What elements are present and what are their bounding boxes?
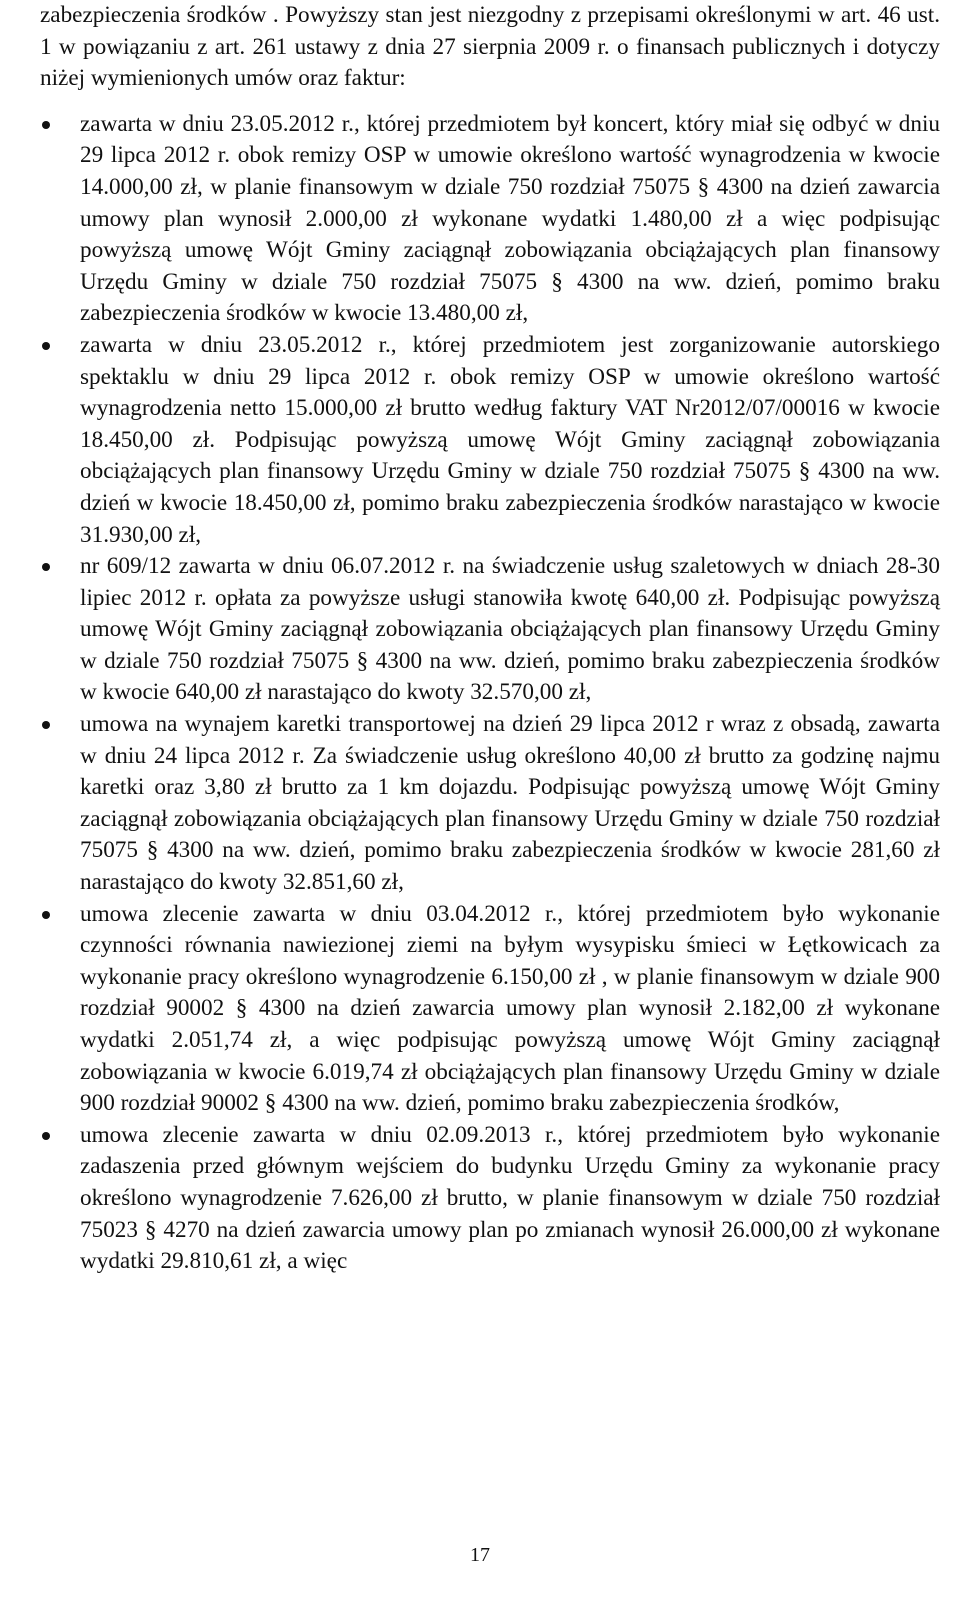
- bullet-icon: [42, 911, 50, 919]
- bullet-icon: [42, 342, 50, 350]
- contract-text: umowa zlecenie zawarta w dniu 02.09.2013 r., której przedmiotem było wykonanie zadaszenia przed głównym wejściem do budynku Urzędu Gminy za wykonanie pracy określono wynagrodzenie 7.626,00 zł brutto, w planie finansowym w dziale 750 rozdział 75023 § 4270 na dzień zawarcia umowy plan po zmianach wynosił 26.000,00 zł wykonane wydatki 29.810,61 zł, a więc: [80, 1121, 940, 1275]
- intro-paragraph: zabezpieczenia środków . Powyższy stan jest niezgodny z przepisami określonymi w art. 46 ust. 1 w powiązaniu z art. 261 ustawy z dnia 27 sierpnia 2009 r. o finansach publicznych i dotyczy niżej wymienionych umów oraz faktur:: [40, 2, 940, 92]
- bullet-icon: [42, 121, 50, 129]
- contract-item: [80, 109, 940, 330]
- contract-item: [80, 330, 940, 551]
- contract-text: zawarta w dniu 23.05.2012 r., której przedmiotem jest zorganizowanie autorskiego spektaklu w dniu 29 lipca 2012 r. obok remizy OSP w umowie określono wartość wynagrodzenia netto 15.000,00 zł brutto według faktury VAT Nr2012/07/00016 w kwocie 18.450,00 zł. Podpisując powyższą umowę Wójt Gminy zaciągnął zobowiązania obciążających plan finansowy Urzędu Gminy w dziale 750 rozdział 75075 § 4300 na ww. dzień w kwocie 18.450,00 zł, pomimo braku zabezpieczenia środków narastająco w kwocie 31.930,00 zł,: [80, 331, 940, 548]
- contract-list: [40, 109, 940, 1278]
- contract-item: [80, 899, 940, 1120]
- contract-item: [80, 709, 940, 899]
- contract-text: zawarta w dniu 23.05.2012 r., której przedmiotem był koncert, który miał się odbyć w dniu 29 lipca 2012 r. obok remizy OSP w umowie określono wartość wynagrodzenia w kwocie 14.000,00 zł, w planie finansowym w dziale 750 rozdział 75075 § 4300 na dzień zawarcia umowy plan wynosił 2.000,00 zł wykonane wydatki 1.480,00 zł a więc podpisując powyższą umowę Wójt Gminy zaciągnął zobowiązania obciążających plan finansowy Urzędu Gminy w dziale 750 rozdział 75075 § 4300 na ww. dzień, pomimo braku zabezpieczenia środków w kwocie 13.480,00 zł,: [80, 110, 940, 327]
- bullet-icon: [42, 721, 50, 729]
- contract-item: [80, 1120, 940, 1278]
- contract-text: umowa na wynajem karetki transportowej na dzień 29 lipca 2012 r wraz z obsadą, zawarta w dniu 24 lipca 2012 r. Za świadczenie usług określono 40,00 zł brutto za godzinę najmu karetki oraz 3,80 zł brutto za 1 km dojazdu. Podpisując powyższą umowę Wójt Gminy zaciągnął zobowiązania obciążających plan finansowy Urzędu Gminy w dziale 750 rozdział 75075 § 4300 na ww. dzień, pomimo braku zabezpieczenia środków w kwocie 281,60 zł narastająco do kwoty 32.851,60 zł,: [80, 711, 940, 896]
- page-number: 17: [470, 1544, 490, 1566]
- bullet-icon: [42, 1132, 50, 1140]
- contract-text: umowa zlecenie zawarta w dniu 03.04.2012 r., której przedmiotem było wykonanie czynności równania nawiezionej ziemi na byłym wysypisku śmieci w Łętkowicach za wykonanie pracy określono wynagrodzenie 6.150,00 zł , w planie finansowym w dziale 900 rozdział 90002 § 4300 na dzień zawarcia umowy plan wynosił 2.182,00 zł wykonane wydatki 2.051,74 zł, a więc podpisując powyższą umowę Wójt Gminy zaciągnął zobowiązania w kwocie 6.019,74 zł obciążających plan finansowy Urzędu Gminy w dziale 900 rozdział 90002 § 4300 na ww. dzień, pomimo braku zabezpieczenia środków,: [80, 900, 940, 1117]
- contract-text: nr 609/12 zawarta w dniu 06.07.2012 r. na świadczenie usług szaletowych w dniach 28-30 lipiec 2012 r. opłata za powyższe usługi stanowiła kwotę 640,00 zł. Podpisując powyższą umowę Wójt Gminy zaciągnął zobowiązania obciążających plan finansowy Urzędu Gminy w dziale 750 rozdział 75075 § 4300 na ww. dzień, pomimo braku zabezpieczenia środków w kwocie 640,00 zł narastająco do kwoty 32.570,00 zł,: [80, 553, 940, 706]
- contract-item: [80, 551, 940, 709]
- bullet-icon: [42, 563, 50, 571]
